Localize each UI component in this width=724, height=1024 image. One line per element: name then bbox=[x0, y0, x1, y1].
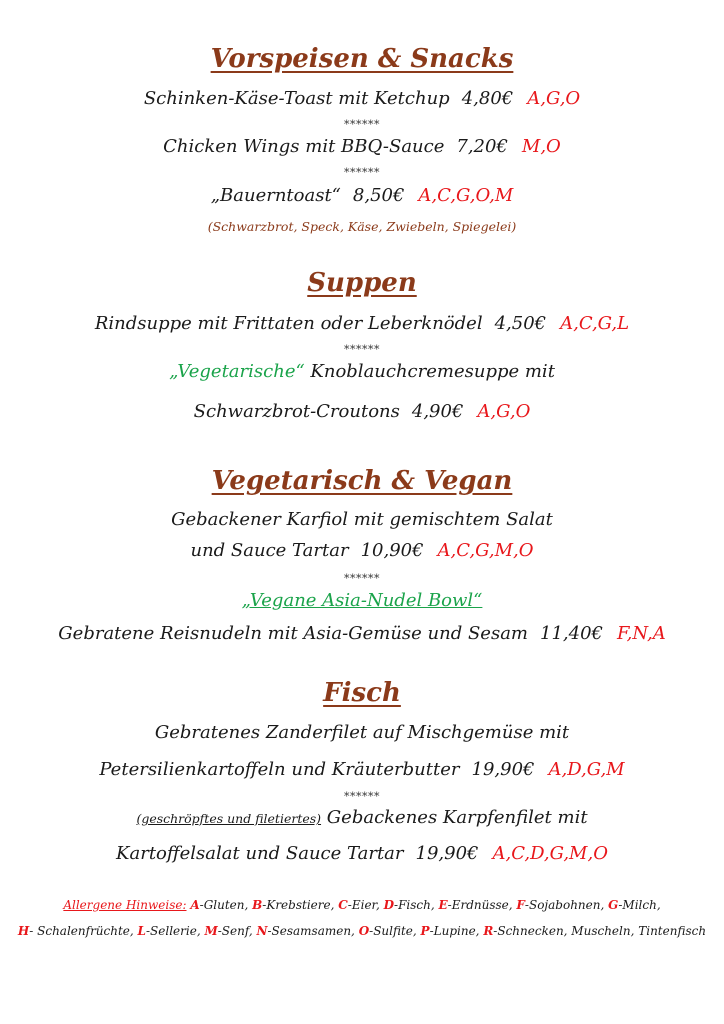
allergen-text: -Gluten, bbox=[199, 898, 253, 912]
allergen-text: -Senf, bbox=[217, 924, 257, 938]
vegan-tag: „Vegane Asia-Nudel Bowl“ bbox=[241, 590, 483, 611]
menu-item bbox=[0, 722, 724, 743]
item-allergens: A,C,D,G,M,O bbox=[492, 843, 608, 864]
section-title-vegetarisch: Vegetarisch & Vegan bbox=[211, 466, 513, 496]
allergen-text: -Milch, bbox=[618, 898, 661, 912]
item-name: und Sauce Tartar bbox=[190, 540, 349, 561]
menu-item bbox=[0, 136, 724, 157]
item-name: Chicken Wings mit BBQ-Sauce bbox=[163, 136, 445, 157]
allergen-text: -Fisch, bbox=[394, 898, 439, 912]
allergen-code: A bbox=[190, 898, 200, 912]
item-allergens: A,G,O bbox=[527, 88, 581, 109]
allergen-text: -Sellerie, bbox=[145, 924, 205, 938]
item-name: Gebackener Karfiol mit gemischtem Salat bbox=[171, 509, 553, 530]
menu-item bbox=[0, 88, 724, 109]
allergen-legend-line1 bbox=[0, 898, 724, 912]
section-title-suppen: Suppen bbox=[307, 268, 417, 298]
allergen-code: O bbox=[358, 924, 370, 938]
item-allergens: A,G,O bbox=[477, 401, 531, 422]
menu-item bbox=[0, 313, 724, 334]
allergen-text: - Schalenfrüchte, bbox=[29, 924, 138, 938]
item-allergens: A,C,G,M,O bbox=[437, 540, 534, 561]
item-price: 4,90€ bbox=[411, 401, 464, 422]
menu-item bbox=[0, 623, 724, 644]
separator: ****** bbox=[344, 343, 380, 356]
section-title-vorspeisen: Vorspeisen & Snacks bbox=[210, 44, 514, 74]
allergen-code: N bbox=[256, 924, 268, 938]
allergen-code: H bbox=[17, 924, 30, 938]
allergen-code: L bbox=[137, 924, 146, 938]
allergen-text: -Lupine, bbox=[429, 924, 484, 938]
allergen-code: R bbox=[483, 924, 494, 938]
item-allergens: A,C,G,O,M bbox=[418, 185, 514, 206]
allergen-text: -Erdnüsse, bbox=[447, 898, 517, 912]
item-price: 4,50€ bbox=[494, 313, 547, 334]
item-name: Gebratene Reisnudeln mit Asia-Gemüse und Sesam bbox=[58, 623, 528, 644]
allergen-code: B bbox=[252, 898, 263, 912]
item-allergens: A,D,G,M bbox=[548, 759, 625, 780]
allergen-code: F bbox=[516, 898, 525, 912]
item-price: 10,90€ bbox=[360, 540, 424, 561]
item-name: Knoblauchcremesuppe mit bbox=[310, 361, 555, 382]
item-price: 19,90€ bbox=[415, 843, 479, 864]
allergen-text: -Eier, bbox=[347, 898, 384, 912]
item-allergens: A,C,G,L bbox=[560, 313, 630, 334]
menu-item-continued bbox=[0, 401, 724, 422]
allergen-code: E bbox=[438, 898, 448, 912]
item-name: „Bauerntoast“ bbox=[210, 185, 341, 206]
separator: ****** bbox=[344, 572, 380, 585]
item-prefix: (geschröpftes und filetiertes) bbox=[136, 811, 322, 826]
menu-item-continued bbox=[0, 843, 724, 864]
menu-item bbox=[0, 807, 724, 828]
allergen-code: C bbox=[338, 898, 348, 912]
item-allergens: M,O bbox=[521, 136, 561, 157]
item-name: Gebratenes Zanderfilet auf Mischgemüse mit bbox=[154, 722, 570, 743]
item-allergens: F,N,A bbox=[616, 623, 666, 644]
vegetarian-tag: „Vegetarische“ bbox=[169, 361, 305, 382]
item-price: 19,90€ bbox=[471, 759, 535, 780]
menu-item bbox=[0, 185, 724, 206]
allergen-text: -Sesamsamen, bbox=[267, 924, 359, 938]
separator: ****** bbox=[344, 166, 380, 179]
separator: ****** bbox=[344, 118, 380, 131]
allergen-text: -Krebstiere, bbox=[262, 898, 339, 912]
item-price: 4,80€ bbox=[461, 88, 514, 109]
item-name: Rindsuppe mit Frittaten oder Leberknödel bbox=[94, 313, 483, 334]
allergen-text: -Sojabohnen, bbox=[524, 898, 609, 912]
allergen-code: D bbox=[383, 898, 395, 912]
allergen-text: -Sulfite, bbox=[369, 924, 421, 938]
item-name: Petersilienkartoffeln und Kräuterbutter bbox=[99, 759, 460, 780]
allergen-code: P bbox=[420, 924, 430, 938]
menu-item-continued bbox=[0, 540, 724, 561]
menu-item bbox=[0, 509, 724, 530]
menu-item-continued bbox=[0, 759, 724, 780]
item-name: Gebackenes Karpfenfilet mit bbox=[326, 807, 588, 828]
item-name: Schwarzbrot-Croutons bbox=[193, 401, 400, 422]
item-name: Kartoffelsalat und Sauce Tartar bbox=[116, 843, 404, 864]
allergen-text: -Schnecken, Muscheln, Tintenfisch bbox=[493, 924, 707, 938]
item-price: 8,50€ bbox=[352, 185, 405, 206]
item-price: 11,40€ bbox=[540, 623, 603, 644]
allergen-legend-label: Allergene Hinweise: bbox=[63, 898, 187, 912]
allergen-code: M bbox=[204, 924, 218, 938]
separator: ****** bbox=[344, 790, 380, 803]
allergen-code: G bbox=[608, 898, 619, 912]
item-price: 7,20€ bbox=[456, 136, 508, 157]
menu-item bbox=[0, 361, 724, 382]
section-title-fisch: Fisch bbox=[323, 678, 401, 708]
allergen-legend-line2 bbox=[0, 924, 724, 938]
item-name: Schinken-Käse-Toast mit Ketchup bbox=[143, 88, 450, 109]
item-description: (Schwarzbrot, Speck, Käse, Zwiebeln, Spiegelei) bbox=[207, 219, 517, 234]
